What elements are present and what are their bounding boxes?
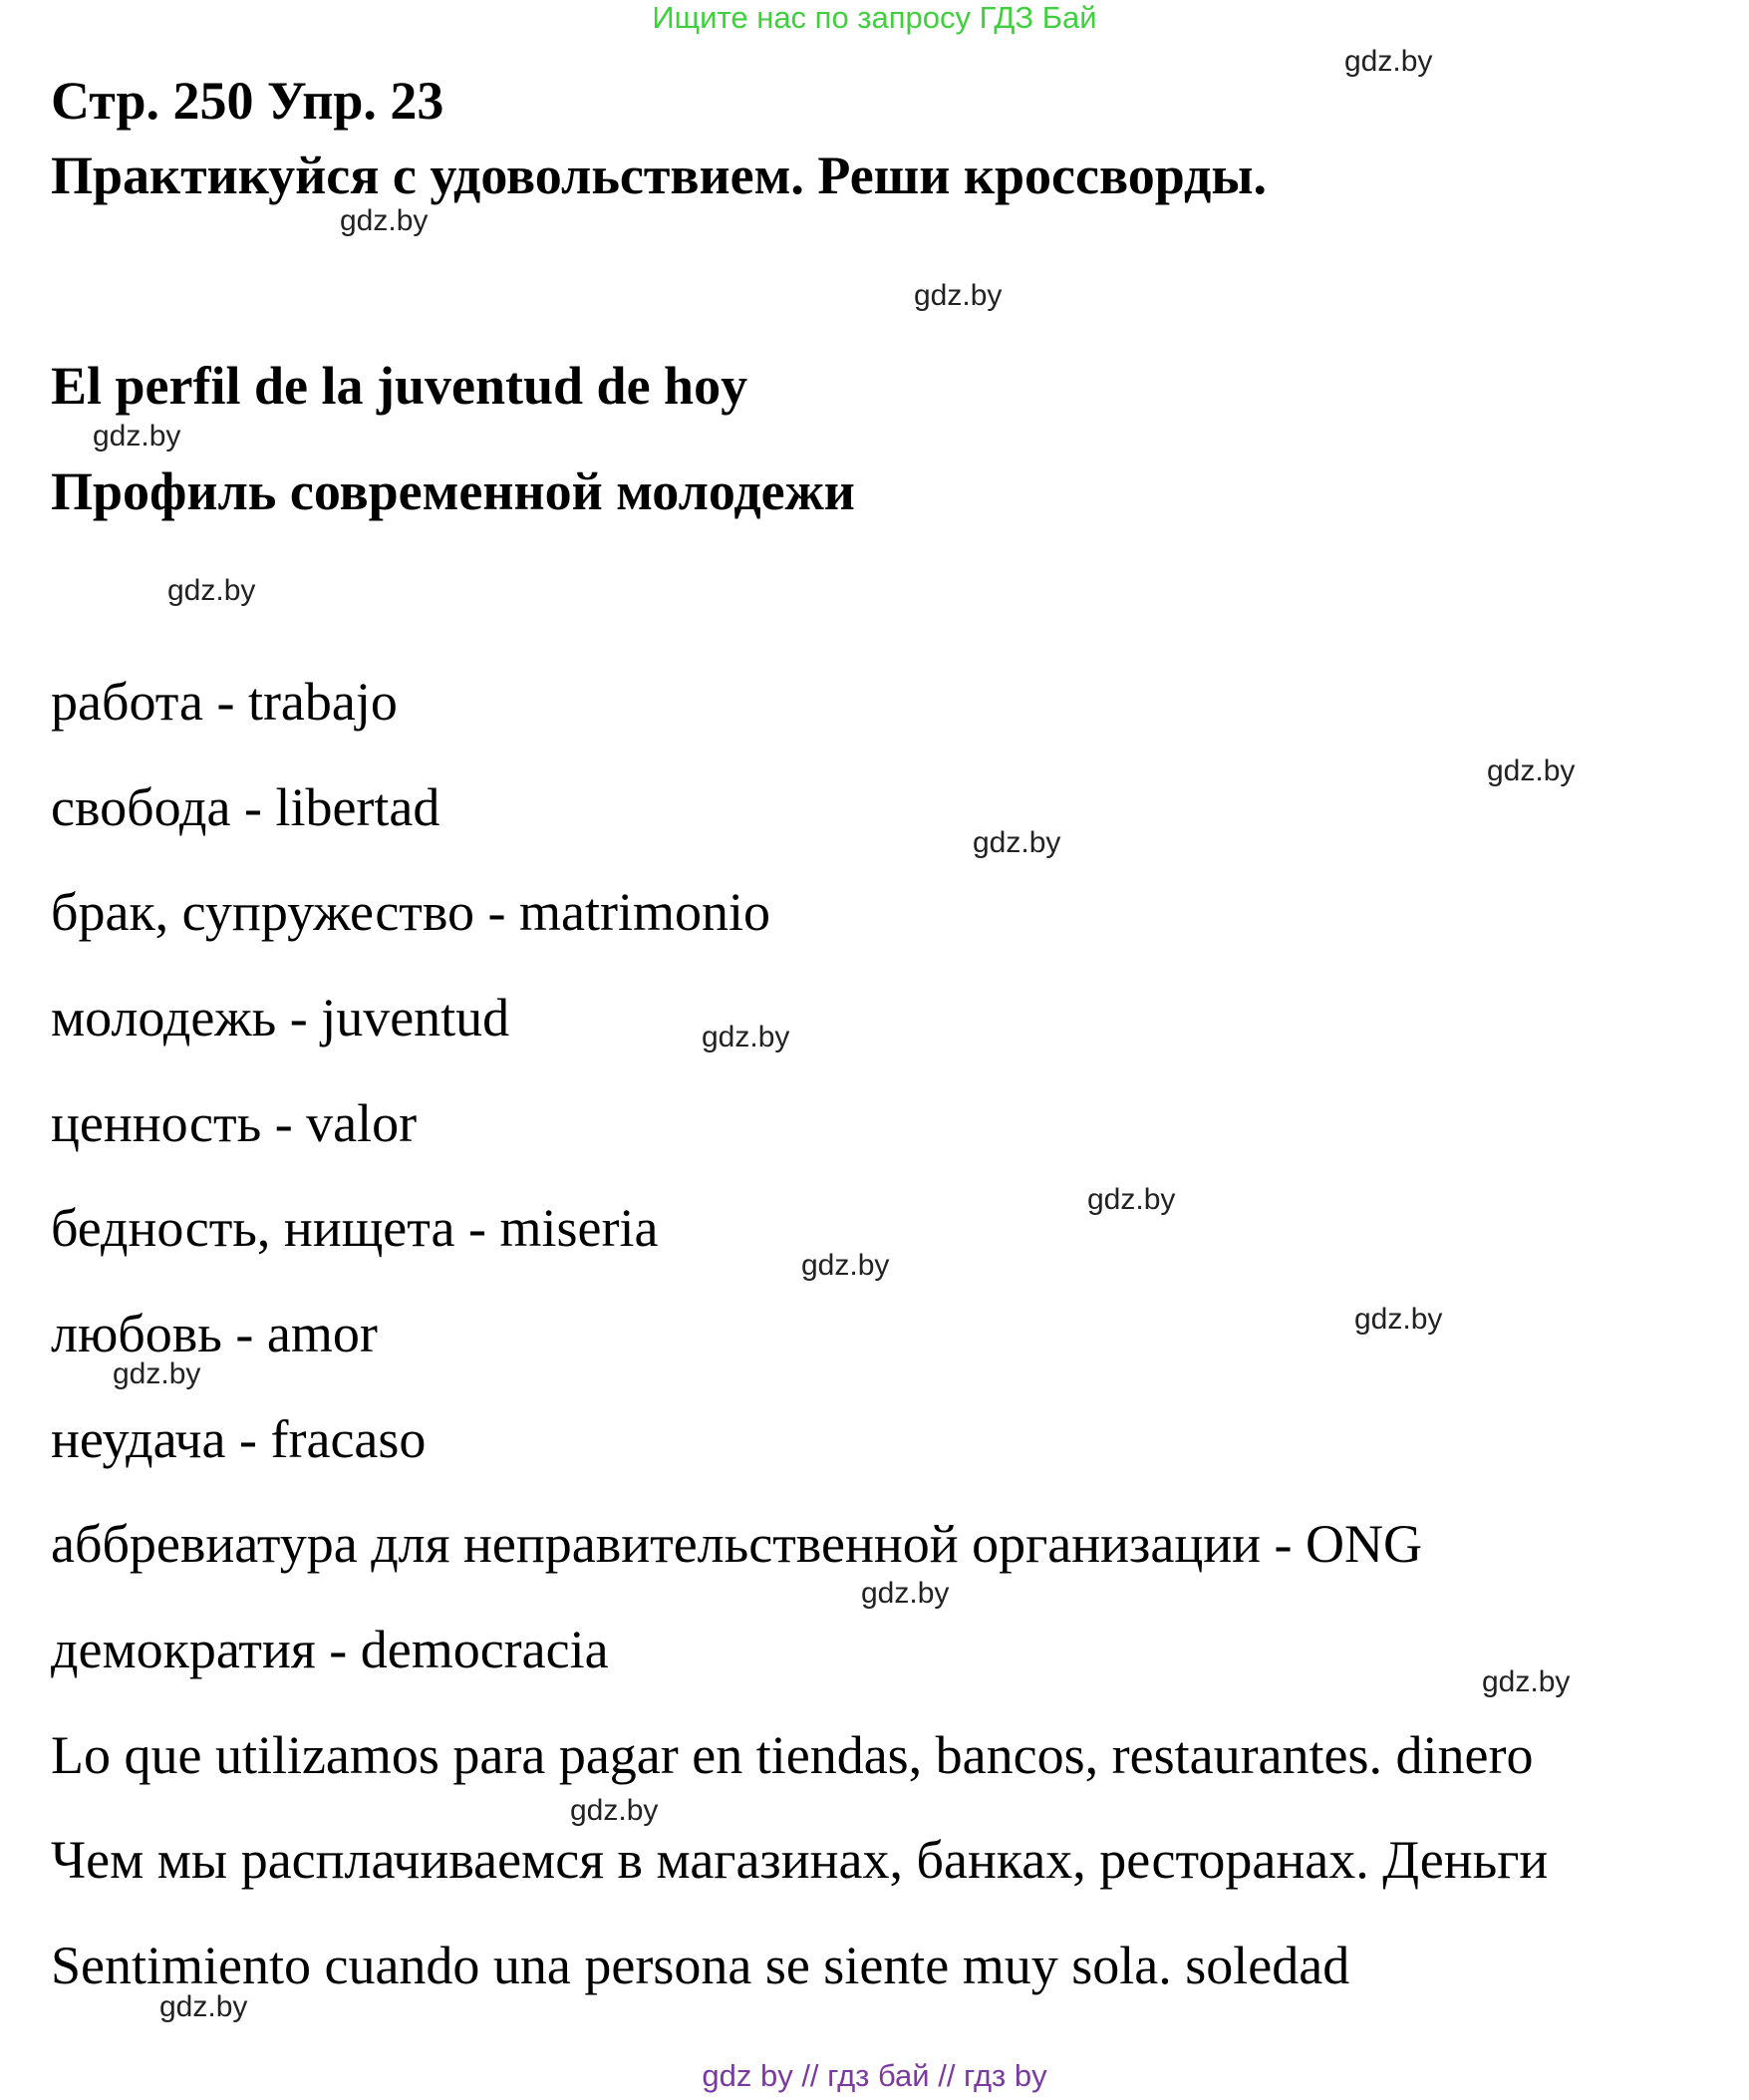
definition-line: Lo que utilizamos para pagar en tiendas, bancos, restaurantes. dinero — [51, 1725, 1534, 1785]
vocab-line: работа - trabajo — [51, 672, 398, 732]
topic-heading-ru: Профиль современной молодежи — [51, 461, 855, 521]
vocab-line: ценность - valor — [51, 1093, 418, 1153]
watermark: gdz.by — [1344, 45, 1433, 78]
task-heading: Практикуйся с удовольствием. Реши кроссворды. — [51, 146, 1268, 205]
footer-watermark: gdz by // гдз бай // гдз by — [702, 2058, 1047, 2093]
page-reference-heading: Стр. 250 Упр. 23 — [51, 71, 444, 131]
watermark: gdz.by — [159, 1990, 248, 2023]
watermark: gdz.by — [1487, 754, 1576, 787]
definition-line: Sentimiento cuando una persona se siente muy sola. soledad — [51, 1936, 1350, 1995]
watermark: gdz.by — [1482, 1665, 1571, 1698]
watermark: gdz.by — [167, 574, 256, 607]
vocab-line: демократия - democracia — [51, 1620, 609, 1679]
watermark: gdz.by — [914, 279, 1003, 312]
promo-banner: Ищите нас по запросу ГДЗ Бай — [652, 0, 1097, 35]
watermark: gdz.by — [340, 204, 429, 237]
watermark: gdz.by — [973, 826, 1061, 859]
definition-line: Чем мы расплачиваемся в магазинах, банках, ресторанах. Деньги — [51, 1830, 1549, 1890]
watermark: gdz.by — [1354, 1303, 1443, 1336]
topic-heading-es: El perfil de la juventud de hoy — [51, 356, 748, 416]
watermark: gdz.by — [93, 420, 181, 452]
vocab-line: молодежь - juventud — [51, 988, 510, 1048]
vocab-line: любовь - amor — [51, 1304, 378, 1363]
vocab-line: бедность, нищета - miseria — [51, 1198, 659, 1258]
watermark: gdz.by — [702, 1021, 790, 1053]
vocab-line: свобода - libertad — [51, 777, 440, 837]
watermark: gdz.by — [570, 1794, 659, 1827]
watermark: gdz.by — [801, 1249, 890, 1282]
watermark: gdz.by — [113, 1357, 201, 1390]
vocab-line: аббревиатура для неправительственной организации - ONG — [51, 1514, 1423, 1574]
watermark: gdz.by — [861, 1577, 950, 1610]
vocab-line: неудача - fracaso — [51, 1409, 427, 1469]
vocab-line: брак, супружество - matrimonio — [51, 882, 770, 942]
watermark: gdz.by — [1087, 1183, 1176, 1216]
